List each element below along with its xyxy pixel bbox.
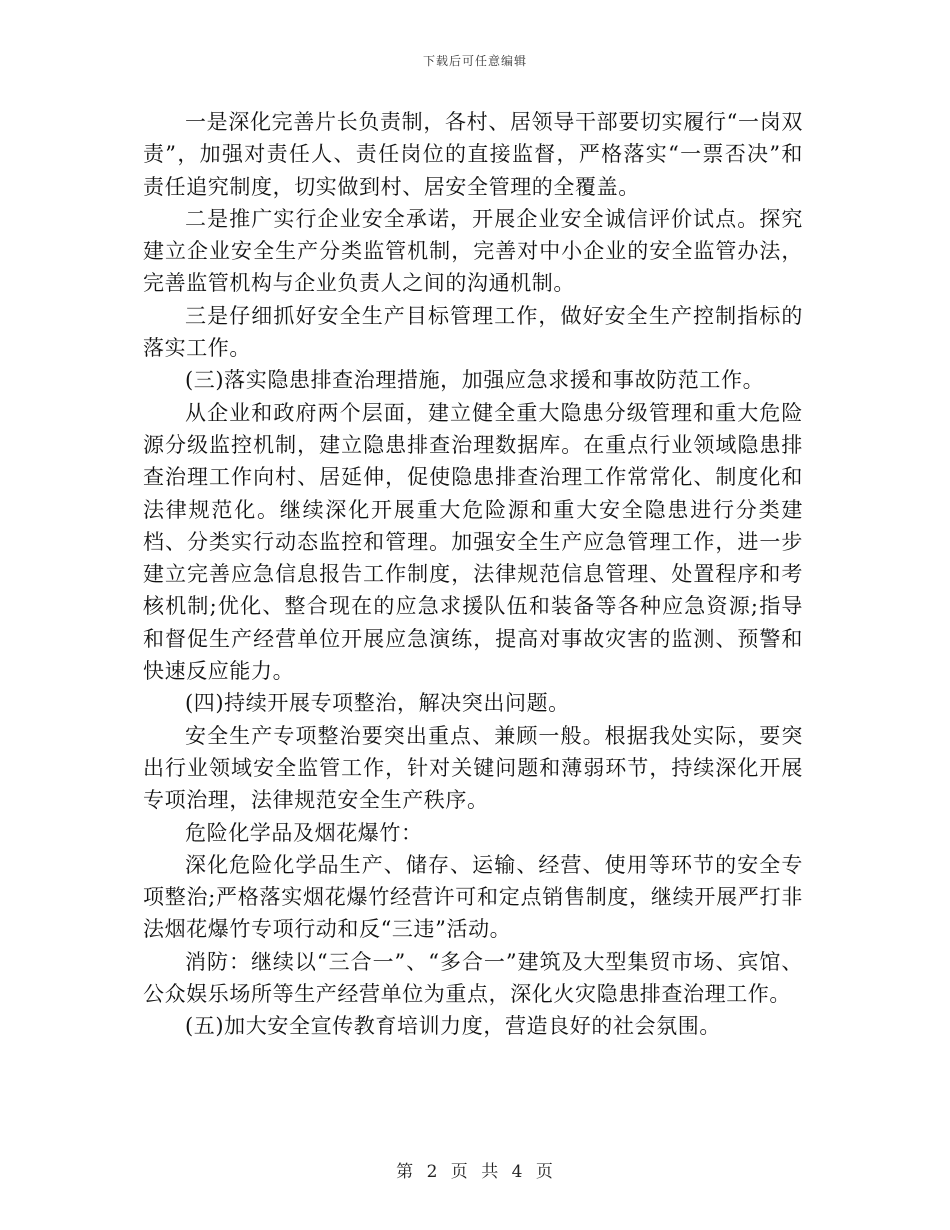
paragraph-5: 安全生产专项整治要突出重点、兼顾一般。根据我处实际，要突出行业领域安全监管工作，针对关键问题和薄弱环节，持续深化开展专项治理，法律规范安全生产秩序。	[143, 723, 803, 813]
subheading-chemicals: 危险化学品及烟花爆竹：	[185, 820, 423, 845]
paragraph-1: 一是深化完善片长负责制，各村、居领导干部要切实履行“一岗双责”，加强对责任人、责任岗位的直接监督，严格落实“一票否决”和责任追究制度，切实做到村、居安全管理的全覆盖。	[143, 110, 803, 199]
paragraph-6: 深化危险化学品生产、储存、运输、经营、使用等环节的安全专项整治;严格落实烟花爆竹经营许可和定点销售制度，继续开展严打非法烟花爆竹专项行动和反“三违”活动。	[143, 852, 803, 942]
paragraph-4: 从企业和政府两个层面，建立健全重大隐患分级管理和重大危险源分级监控机制，建立隐患排查治理数据库。在重点行业领域隐患排查治理工作向村、居延伸，促使隐患排查治理工作常常化、制度化和法律规范化。继续深化开展重大危险源和重大安全隐患进行分类建档、分类实行动态监控和管理。加强安全生产应急管理工作，进一步建立完善应急信息报告工作制度，法律规范信息管理、处置程序和考核机制;优化、整合现在的应急求援队伍和装备等各种应急资源;指导和督促生产经营单位开展应急演练，提高对事故灾害的监测、预警和快速反应能力。	[143, 400, 803, 684]
paragraph-3: 三是仔细抓好安全生产目标管理工作，做好安全生产控制指标的落实工作。	[143, 303, 803, 361]
section-heading-5: (五)加大安全宣传教育培训力度，营造良好的社会氛围。	[185, 1014, 721, 1039]
section-heading-3: (三)落实隐患排查治理措施，加强应急求援和事故防范工作。	[185, 368, 765, 393]
section-heading-4: (四)持续开展专项整治，解决突出问题。	[185, 691, 570, 716]
document-body	[143, 106, 803, 1043]
page-header-note: 下载后可任意编辑	[422, 54, 527, 68]
paragraph-2: 二是推广实行企业安全承诺，开展企业安全诚信评价试点。探究建立企业安全生产分类监管机制，完善对中小企业的安全监管办法，完善监管机构与企业负责人之间的沟通机制。	[143, 206, 803, 296]
page-number: 第 2 页 共 4 页	[396, 1162, 554, 1182]
paragraph-fire: 消防：继续以“三合一”、“多合一”建筑及大型集贸市场、宾馆、公众娱乐场所等生产经营单位为重点，深化火灾隐患排查治理工作。	[143, 949, 803, 1007]
